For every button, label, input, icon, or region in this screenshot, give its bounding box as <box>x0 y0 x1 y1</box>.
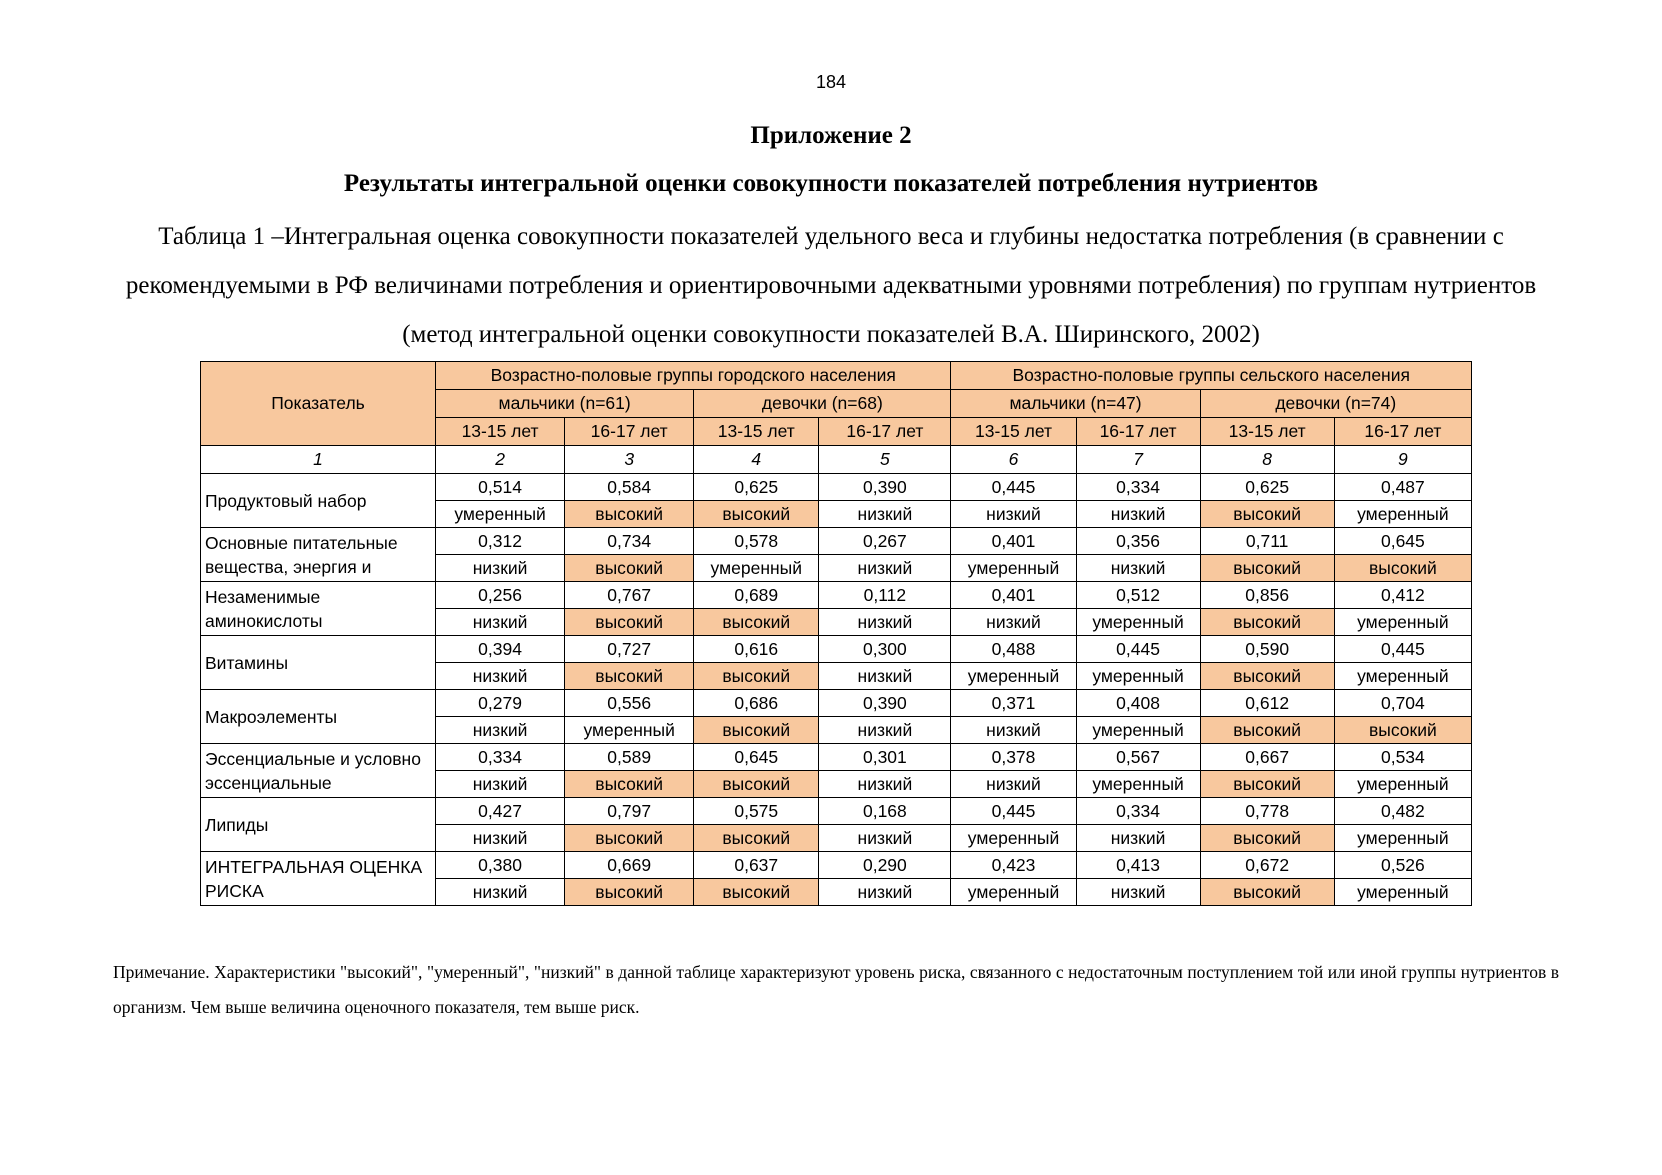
value-cell: 0,589 <box>565 744 694 771</box>
row-label: Основные питательные вещества, энергия и <box>201 528 436 582</box>
value-cell: 0,667 <box>1200 744 1334 771</box>
risk-level-cell: низкий <box>436 609 565 636</box>
risk-level-cell: высокий <box>1200 501 1334 528</box>
risk-level-cell: высокий <box>1200 609 1334 636</box>
risk-level-cell: низкий <box>436 825 565 852</box>
value-cell: 0,390 <box>819 690 951 717</box>
age-header: 16-17 лет <box>565 418 694 446</box>
column-number: 5 <box>819 446 951 474</box>
risk-level-cell: низкий <box>1076 825 1200 852</box>
value-cell: 0,312 <box>436 528 565 555</box>
row-label: Макроэлементы <box>201 690 436 744</box>
value-cell: 0,390 <box>819 474 951 501</box>
risk-level-cell: высокий <box>1200 771 1334 798</box>
value-cell: 0,669 <box>565 852 694 879</box>
column-number: 3 <box>565 446 694 474</box>
table-row <box>201 690 1472 717</box>
column-number: 1 <box>201 446 436 474</box>
value-cell: 0,423 <box>951 852 1076 879</box>
rural-girls-header: девочки (n=74) <box>1200 390 1471 418</box>
risk-level-cell: низкий <box>436 717 565 744</box>
risk-level-cell: высокий <box>1334 555 1471 582</box>
value-cell: 0,427 <box>436 798 565 825</box>
risk-level-cell: высокий <box>694 825 819 852</box>
value-cell: 0,514 <box>436 474 565 501</box>
value-cell: 0,645 <box>694 744 819 771</box>
value-cell: 0,512 <box>1076 582 1200 609</box>
value-cell: 0,290 <box>819 852 951 879</box>
risk-level-cell: низкий <box>1076 501 1200 528</box>
risk-level-cell: высокий <box>694 663 819 690</box>
table-row <box>201 474 1472 501</box>
risk-level-cell: высокий <box>1200 825 1334 852</box>
risk-level-cell: низкий <box>819 609 951 636</box>
age-header: 13-15 лет <box>1200 418 1334 446</box>
value-cell: 0,767 <box>565 582 694 609</box>
value-cell: 0,112 <box>819 582 951 609</box>
risk-level-cell: низкий <box>819 717 951 744</box>
value-cell: 0,256 <box>436 582 565 609</box>
value-cell: 0,445 <box>951 798 1076 825</box>
column-number: 8 <box>1200 446 1334 474</box>
value-cell: 0,625 <box>694 474 819 501</box>
column-number: 6 <box>951 446 1076 474</box>
risk-level-cell: умеренный <box>1076 663 1200 690</box>
risk-level-cell: низкий <box>819 663 951 690</box>
risk-level-cell: низкий <box>1076 879 1200 906</box>
page-number: 184 <box>815 72 847 92</box>
value-cell: 0,797 <box>565 798 694 825</box>
value-cell: 0,394 <box>436 636 565 663</box>
appendix-title: Приложение 2 <box>750 122 912 149</box>
risk-level-cell: умеренный <box>1334 501 1471 528</box>
value-cell: 0,625 <box>1200 474 1334 501</box>
rural-header: Возрастно-половые группы сельского населения <box>951 362 1472 390</box>
value-cell: 0,300 <box>819 636 951 663</box>
value-cell: 0,380 <box>436 852 565 879</box>
risk-level-cell: низкий <box>951 609 1076 636</box>
row-label: Незаменимые аминокислоты <box>201 582 436 636</box>
risk-level-cell: низкий <box>951 717 1076 744</box>
risk-level-cell: умеренный <box>951 825 1076 852</box>
risk-level-cell: высокий <box>694 501 819 528</box>
risk-level-cell: низкий <box>819 555 951 582</box>
risk-level-cell: высокий <box>565 501 694 528</box>
risk-level-cell: высокий <box>694 717 819 744</box>
value-cell: 0,412 <box>1334 582 1471 609</box>
risk-level-cell: высокий <box>1200 717 1334 744</box>
value-cell: 0,556 <box>565 690 694 717</box>
risk-level-cell: умеренный <box>436 501 565 528</box>
risk-level-cell: высокий <box>694 879 819 906</box>
risk-level-cell: низкий <box>819 501 951 528</box>
section-title: Результаты интегральной оценки совокупности показателей потребления нутриентов <box>343 170 1319 197</box>
age-header: 16-17 лет <box>819 418 951 446</box>
value-cell: 0,334 <box>1076 798 1200 825</box>
rural-boys-header: мальчики (n=47) <box>951 390 1200 418</box>
value-cell: 0,334 <box>1076 474 1200 501</box>
age-header: 13-15 лет <box>436 418 565 446</box>
risk-level-cell: низкий <box>436 879 565 906</box>
value-cell: 0,686 <box>694 690 819 717</box>
table-row <box>201 852 1472 879</box>
risk-level-cell: высокий <box>694 609 819 636</box>
value-cell: 0,672 <box>1200 852 1334 879</box>
risk-level-cell: низкий <box>819 771 951 798</box>
table-caption: Таблица 1 –Интегральная оценка совокупности показателей удельного веса и глубины недостатка потребления (в сравнении с рекомендуемыми в РФ величинами потребления и ориентировочными адекватными уровнями потребления) по группам нутриентов (метод интегральной оценки совокупности показателей В.А. Ширинского, 2002) <box>125 223 1537 348</box>
risk-level-cell: высокий <box>565 609 694 636</box>
value-cell: 0,578 <box>694 528 819 555</box>
row-label: Липиды <box>201 798 436 852</box>
value-cell: 0,734 <box>565 528 694 555</box>
value-cell: 0,482 <box>1334 798 1471 825</box>
risk-level-cell: умеренный <box>1076 717 1200 744</box>
risk-level-cell: низкий <box>819 825 951 852</box>
risk-level-cell: низкий <box>951 501 1076 528</box>
value-cell: 0,689 <box>694 582 819 609</box>
value-cell: 0,575 <box>694 798 819 825</box>
row-label: Витамины <box>201 636 436 690</box>
risk-level-cell: умеренный <box>1334 825 1471 852</box>
row-label: Продуктовый набор <box>201 474 436 528</box>
table-row <box>201 744 1472 771</box>
value-cell: 0,371 <box>951 690 1076 717</box>
value-cell: 0,408 <box>1076 690 1200 717</box>
value-cell: 0,645 <box>1334 528 1471 555</box>
value-cell: 0,637 <box>694 852 819 879</box>
value-cell: 0,567 <box>1076 744 1200 771</box>
value-cell: 0,445 <box>1334 636 1471 663</box>
value-cell: 0,616 <box>694 636 819 663</box>
value-cell: 0,301 <box>819 744 951 771</box>
table-row <box>201 582 1472 609</box>
value-cell: 0,413 <box>1076 852 1200 879</box>
risk-level-cell: умеренный <box>1076 609 1200 636</box>
risk-level-cell: высокий <box>565 825 694 852</box>
risk-level-cell: умеренный <box>694 555 819 582</box>
risk-level-cell: низкий <box>819 879 951 906</box>
value-cell: 0,488 <box>951 636 1076 663</box>
risk-level-cell: высокий <box>565 879 694 906</box>
table-row <box>201 636 1472 663</box>
indicator-header: Показатель <box>201 362 436 446</box>
column-number: 7 <box>1076 446 1200 474</box>
risk-level-cell: умеренный <box>1334 663 1471 690</box>
value-cell: 0,378 <box>951 744 1076 771</box>
risk-level-cell: высокий <box>1200 879 1334 906</box>
age-header: 16-17 лет <box>1076 418 1200 446</box>
risk-table <box>200 361 1472 906</box>
value-cell: 0,727 <box>565 636 694 663</box>
value-cell: 0,590 <box>1200 636 1334 663</box>
risk-level-cell: высокий <box>1334 717 1471 744</box>
risk-level-cell: низкий <box>436 663 565 690</box>
risk-level-cell: высокий <box>1200 663 1334 690</box>
value-cell: 0,778 <box>1200 798 1334 825</box>
value-cell: 0,445 <box>951 474 1076 501</box>
table-row <box>201 528 1472 555</box>
risk-level-cell: высокий <box>565 663 694 690</box>
value-cell: 0,856 <box>1200 582 1334 609</box>
value-cell: 0,711 <box>1200 528 1334 555</box>
value-cell: 0,584 <box>565 474 694 501</box>
value-cell: 0,334 <box>436 744 565 771</box>
risk-level-cell: низкий <box>1076 555 1200 582</box>
value-cell: 0,267 <box>819 528 951 555</box>
risk-level-cell: умеренный <box>1076 771 1200 798</box>
row-label: Эссенциальные и условно эссенциальные <box>201 744 436 798</box>
risk-level-cell: умеренный <box>951 663 1076 690</box>
risk-level-cell: умеренный <box>565 717 694 744</box>
value-cell: 0,168 <box>819 798 951 825</box>
risk-level-cell: умеренный <box>951 879 1076 906</box>
column-number: 2 <box>436 446 565 474</box>
urban-header: Возрастно-половые группы городского населения <box>436 362 951 390</box>
risk-level-cell: высокий <box>565 771 694 798</box>
value-cell: 0,279 <box>436 690 565 717</box>
value-cell: 0,445 <box>1076 636 1200 663</box>
value-cell: 0,534 <box>1334 744 1471 771</box>
column-number: 9 <box>1334 446 1471 474</box>
value-cell: 0,401 <box>951 582 1076 609</box>
risk-level-cell: низкий <box>436 555 565 582</box>
urban-girls-header: девочки (n=68) <box>694 390 951 418</box>
risk-level-cell: умеренный <box>951 555 1076 582</box>
risk-level-cell: умеренный <box>1334 609 1471 636</box>
age-header: 16-17 лет <box>1334 418 1471 446</box>
value-cell: 0,612 <box>1200 690 1334 717</box>
risk-level-cell: умеренный <box>1334 879 1471 906</box>
column-number: 4 <box>694 446 819 474</box>
age-header: 13-15 лет <box>694 418 819 446</box>
value-cell: 0,487 <box>1334 474 1471 501</box>
note: Примечание. Характеристики "высокий", "умеренный", "низкий" в данной таблице характеризуют уровень риска, связанного с недостаточным поступлением той или иной группы нутриентов в организм. Чем выше величина оценочного показателя, тем выше риск. <box>113 962 1559 1017</box>
risk-level-cell: высокий <box>565 555 694 582</box>
value-cell: 0,356 <box>1076 528 1200 555</box>
risk-level-cell: низкий <box>436 771 565 798</box>
row-label: ИНТЕГРАЛЬНАЯ ОЦЕНКА РИСКА <box>201 852 436 906</box>
risk-level-cell: умеренный <box>1334 771 1471 798</box>
age-header: 13-15 лет <box>951 418 1076 446</box>
risk-level-cell: высокий <box>1200 555 1334 582</box>
table-row <box>201 798 1472 825</box>
risk-level-cell: высокий <box>694 771 819 798</box>
value-cell: 0,704 <box>1334 690 1471 717</box>
risk-level-cell: низкий <box>951 771 1076 798</box>
value-cell: 0,401 <box>951 528 1076 555</box>
urban-boys-header: мальчики (n=61) <box>436 390 694 418</box>
value-cell: 0,526 <box>1334 852 1471 879</box>
